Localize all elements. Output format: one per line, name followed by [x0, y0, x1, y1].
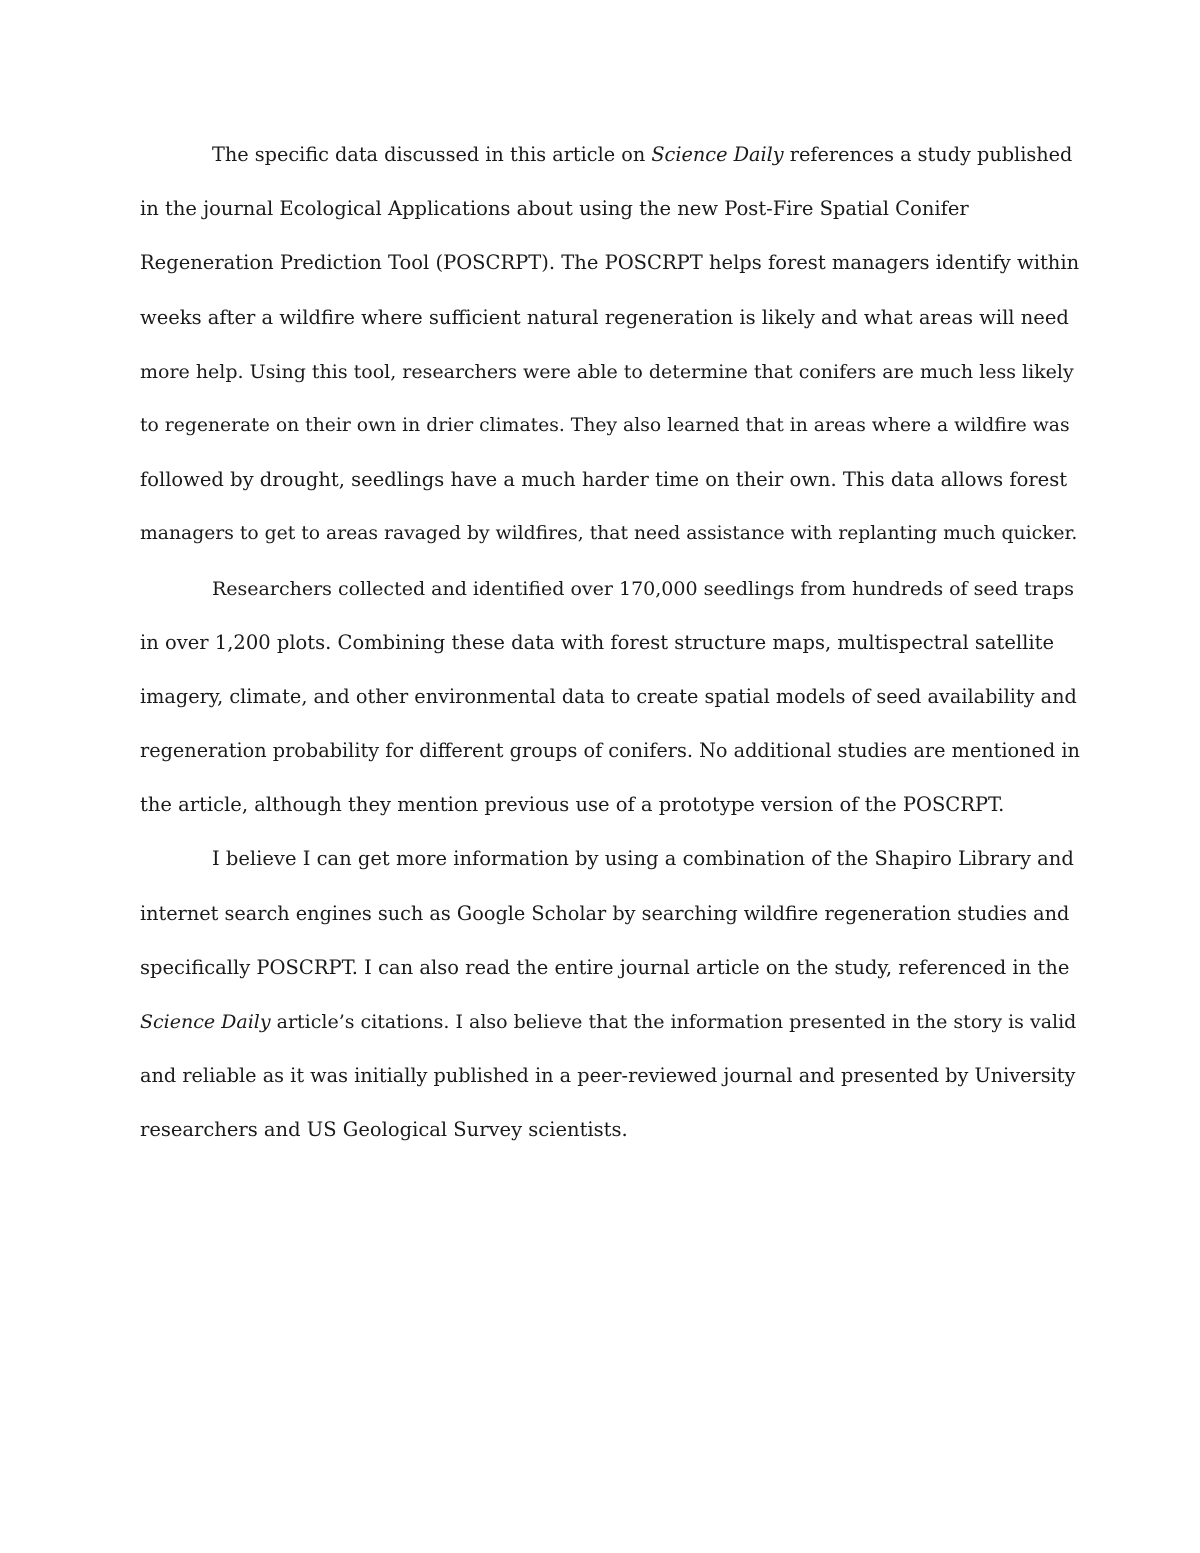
text-line: [140, 507, 1078, 561]
text-line: [140, 995, 1077, 1049]
text-run: Regeneration Prediction Tool (POSCRPT). The POSCRPT helps forest managers identify within: [140, 251, 1080, 275]
text-line: [140, 128, 1073, 182]
text-line: [140, 399, 1070, 453]
text-line: [140, 562, 1075, 616]
text-line: [140, 887, 1070, 941]
paragraph-1: [140, 128, 1080, 562]
text-line: [140, 453, 1068, 507]
text-run: managers to get to areas ravaged by wildfires, that need assistance with replanting much quicker.: [140, 523, 1078, 545]
text-run: I believe I can get more information by using a combination of the Shapiro Library and: [212, 847, 1074, 871]
text-line: [140, 236, 1080, 290]
document-body: [140, 128, 1080, 1158]
text-line: [140, 832, 1074, 886]
text-run: imagery, climate, and other environmental data to create spatial models of seed availability and: [140, 684, 1077, 708]
text-run: references a study published: [783, 143, 1073, 166]
italic-text-run: Science Daily: [651, 143, 784, 166]
text-line: [140, 670, 1077, 724]
text-run: researchers and US Geological Survey scientists.: [140, 1118, 628, 1142]
text-run: followed by drought, seedlings have a much harder time on their own. This data allows forest: [140, 468, 1068, 492]
text-line: [140, 616, 1060, 670]
text-run: the article, although they mention previous use of a prototype version of the POSCRPT.: [140, 793, 1005, 817]
text-run: weeks after a wildfire where sufficient natural regeneration is likely and what areas will need: [140, 305, 1069, 329]
text-run: in the journal Ecological Applications about using the new Post-Fire Spatial Conifer: [140, 197, 969, 221]
text-run: more help. Using this tool, researchers were able to determine that conifers are much less likely: [140, 360, 1074, 383]
text-run: article’s citations. I also believe that the information presented in the story is valid: [270, 1011, 1077, 1033]
text-run: The specific data discussed in this article on: [212, 143, 652, 166]
text-line: [140, 724, 1080, 778]
text-line: [140, 778, 1060, 832]
paragraph-2: [140, 562, 1080, 833]
text-line: [140, 291, 1069, 345]
text-run: regeneration probability for different groups of conifers. No additional studies are mentioned in: [140, 739, 1080, 763]
text-run: to regenerate on their own in drier climates. They also learned that in areas where a wildfire was: [140, 414, 1070, 436]
text-line: [140, 941, 1070, 995]
text-run: internet search engines such as Google Scholar by searching wildfire regeneration studies and: [140, 901, 1070, 925]
text-line: [140, 1049, 1076, 1103]
text-run: specifically POSCRPT. I can also read the entire journal article on the study, referenced in the: [140, 955, 1070, 979]
text-line: [140, 345, 1074, 399]
paragraph-3: [140, 832, 1077, 1157]
text-run: Researchers collected and identified over 170,000 seedlings from hundreds of seed traps: [212, 577, 1075, 600]
text-run: in over 1,200 plots. Combining these data with forest structure maps, multispectral satellite: [140, 630, 1054, 654]
text-line: [140, 182, 1060, 236]
text-run: and reliable as it was initially published in a peer-reviewed journal and presented by University: [140, 1064, 1076, 1088]
text-line: [140, 1103, 1060, 1157]
italic-text-run: Science Daily: [140, 1011, 271, 1033]
